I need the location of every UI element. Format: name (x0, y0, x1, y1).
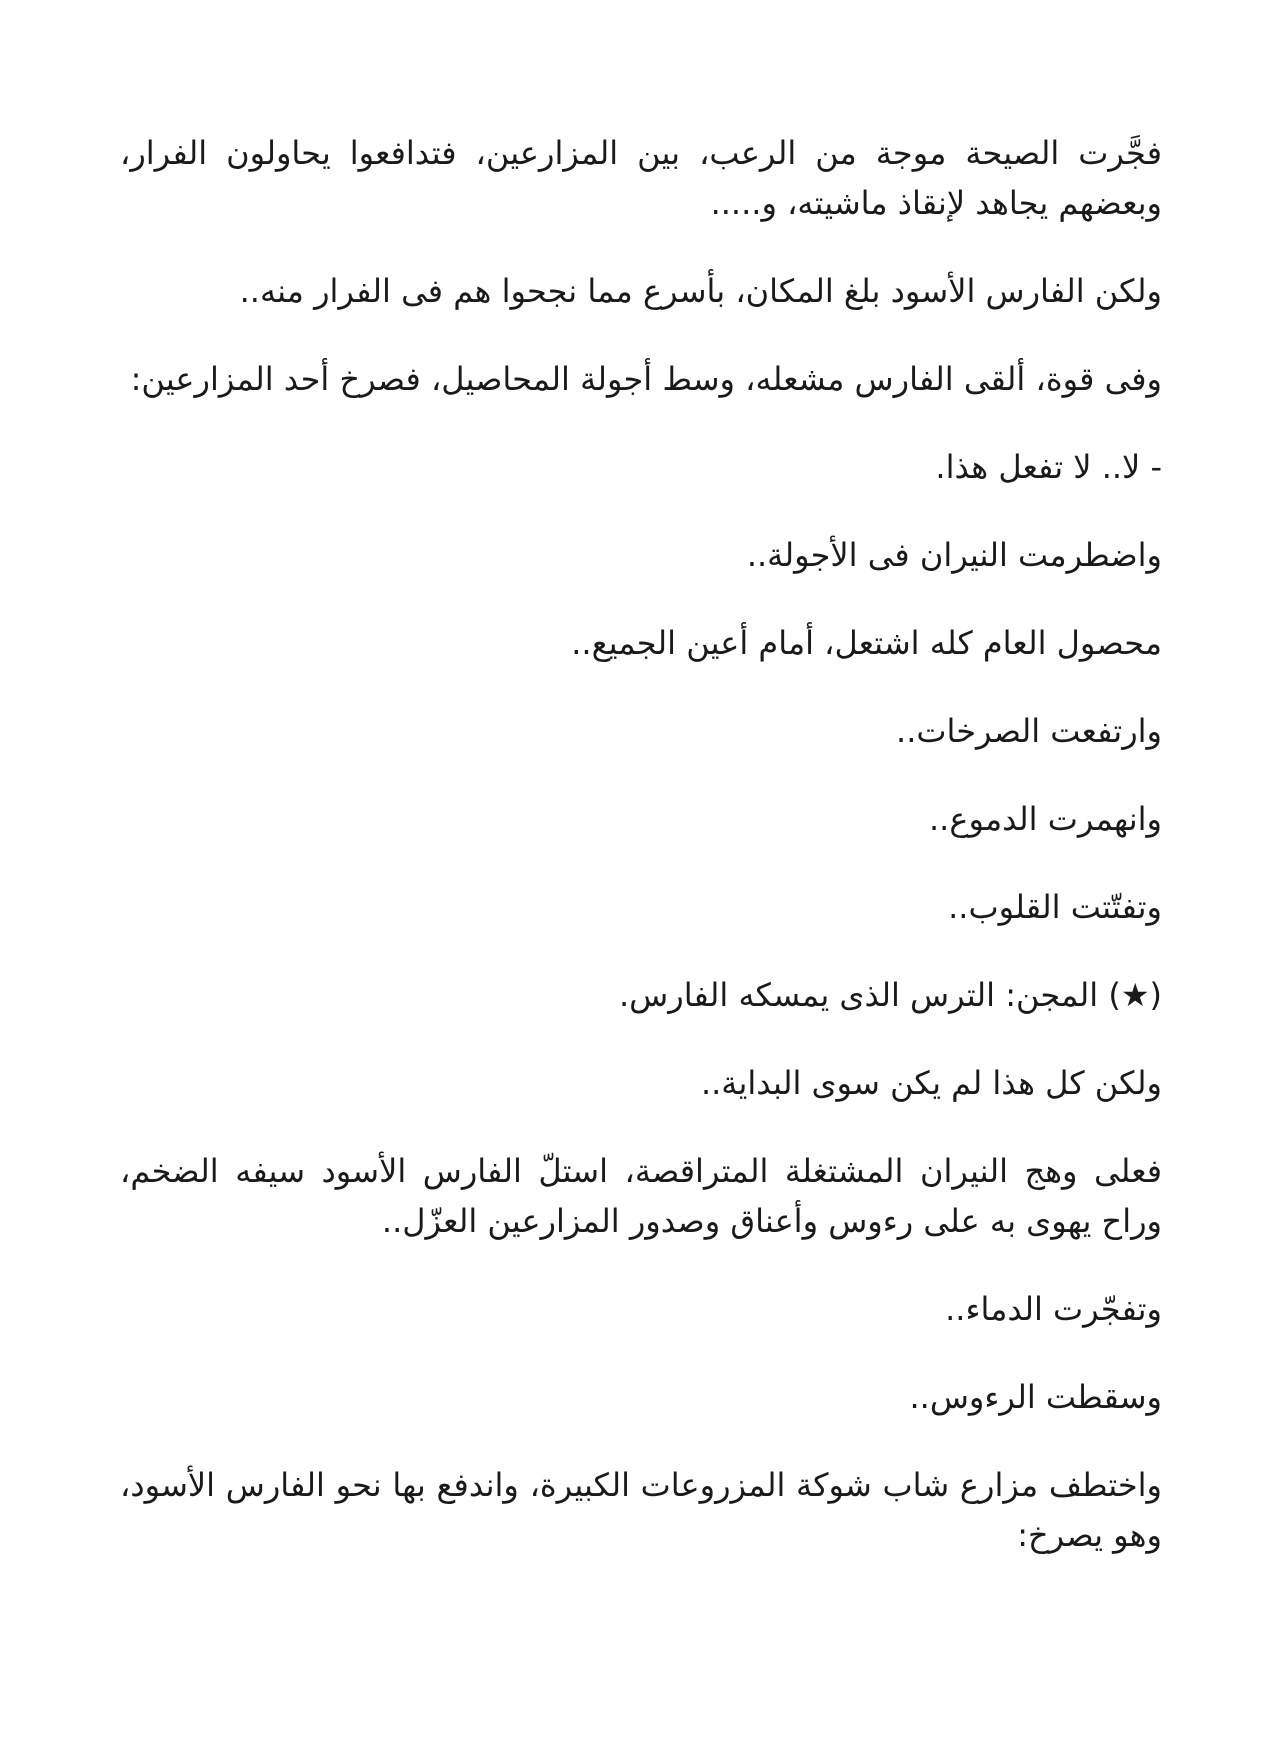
paragraph-9: وتفتّتت القلوب.. (948, 888, 1162, 926)
paragraph-13: وتفجّرت الدماء.. (945, 1290, 1162, 1328)
story-text (120, 128, 1162, 1598)
paragraph-1: فجَّرت الصيحة موجة من الرعب، بين المزارعين، فتدافعوا يحاولون الفرار، وبعضهم يجاهد لإنقاذ ماشيته، و..... (120, 134, 1162, 222)
paragraph-5: واضطرمت النيران فى الأجولة.. (746, 536, 1162, 574)
paragraph-2: ولكن الفارس الأسود بلغ المكان، بأسرع مما نجحوا هم فى الفرار منه.. (239, 272, 1162, 310)
footnote: (★) المجن: الترس الذى يمسكه الفارس. (619, 976, 1162, 1014)
dialogue-line: - لا.. لا تفعل هذا. (935, 448, 1162, 486)
paragraph-7: وارتفعت الصرخات.. (896, 712, 1162, 750)
paragraph-6: محصول العام كله اشتعل، أمام أعين الجميع.. (571, 624, 1162, 662)
paragraph-11: ولكن كل هذا لم يكن سوى البداية.. (700, 1064, 1162, 1102)
paragraph-14: وسقطت الرءوس.. (909, 1378, 1162, 1416)
paragraph-15: واختطف مزارع شاب شوكة المزروعات الكبيرة، واندفع بها نحو الفارس الأسود، وهو يصرخ: (120, 1466, 1162, 1554)
paragraph-12: فعلى وهج النيران المشتغلة المتراقصة، استلّ الفارس الأسود سيفه الضخم، وراح يهوى به على رءوس وأعناق وصدور المزارعين العزّل.. (120, 1152, 1162, 1240)
paragraph-8: وانهمرت الدموع.. (929, 800, 1162, 838)
paragraph-3: وفى قوة، ألقى الفارس مشعله، وسط أجولة المحاصيل، فصرخ أحد المزارعين: (130, 360, 1162, 398)
